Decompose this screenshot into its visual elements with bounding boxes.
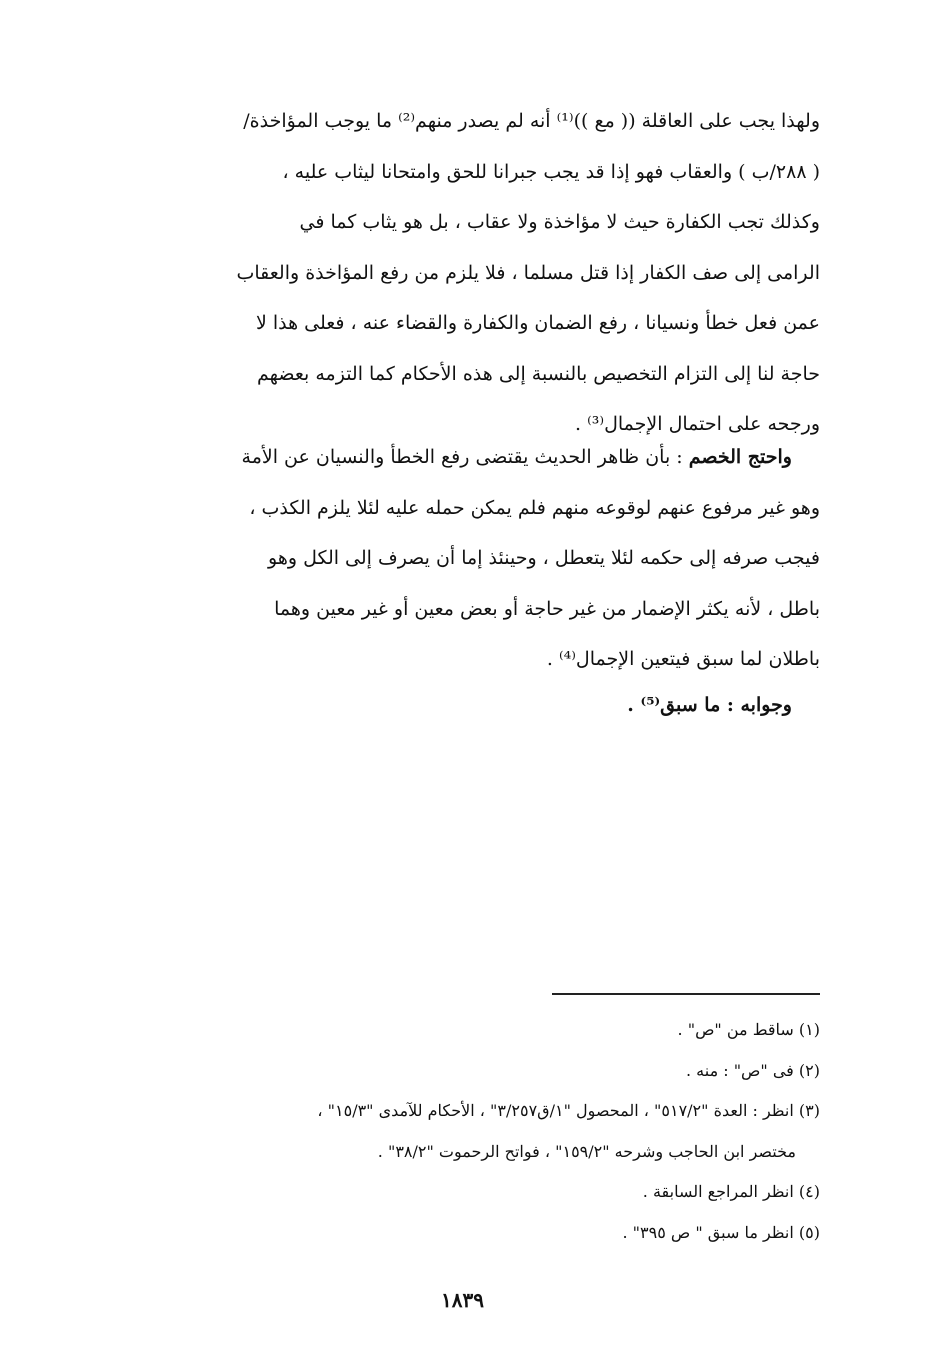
page-number: ١٨٣٩ xyxy=(441,1288,484,1312)
paragraph-1 xyxy=(108,96,820,450)
footnote: (٣) انظر : العدة "٥١٧/٢" ، المحصول "١/ق٣/٢٥٧" ، الأحكام للآمدى "١٥/٣" ، xyxy=(317,1101,820,1120)
footnote: (٢) فى "ص" : منه . xyxy=(685,1060,820,1080)
opponent-argument-heading: واحتج الخصم xyxy=(688,446,792,468)
text-line: ورجحه على احتمال الإجمال⁽³⁾ . xyxy=(575,413,820,435)
footnote: (١) ساقط من "ص" . xyxy=(677,1020,820,1039)
footnote: (٤) انظر المراجع السابقة . xyxy=(642,1182,820,1201)
text-line: ولهذا يجب على العاقلة (( مع ))⁽¹⁾ أنه لم يصدر منهم⁽²⁾ ما يوجب المؤاخذة/ xyxy=(243,110,820,132)
text-line: باطل ، لأنه يكثر الإضمار من غير حاجة أو بعض معين أو غير معين وهما xyxy=(274,597,820,620)
text-line: الرامى إلى صف الكفار إذا قتل مسلما ، فلا يلزم من رفع المؤاخذة والعقاب xyxy=(236,261,820,284)
text-line-rest: : بأن ظاهر الحديث يقتضى رفع الخطأ والنسيان عن الأمة xyxy=(241,446,689,468)
footnotes xyxy=(100,1010,820,1253)
answer-line: وجوابه : ما سبق⁽⁵⁾ . xyxy=(627,694,792,716)
text-line: وهو غير مرفوع عنهم لوقوعه منهم فلم يمكن حمله عليه لئلا يلزم الكذب ، xyxy=(249,496,820,519)
text-line: عمن فعل خطأ ونسيانا ، رفع الضمان والكفارة والقضاء عنه ، فعلى هذا لا xyxy=(255,312,820,334)
text-line: حاجة لنا إلى التزام التخصيص بالنسبة إلى هذه الأحكام كما التزمه بعضهم xyxy=(256,362,820,385)
text-line xyxy=(108,432,820,483)
footnote-continuation: مختصر ابن الحاجب وشرحه "١٥٩/٢" ، فواتح الرحموت "٣٨/٢" . xyxy=(377,1141,796,1161)
text-line: ( ٢٨٨/ب ) والعقاب فهو إذا قد يجب جبرانا للحق وامتحانا ليثاب عليه ، xyxy=(282,160,820,183)
footnote-separator xyxy=(552,993,820,995)
footnote: (٥) انظر ما سبق " ص ٣٩٥" . xyxy=(622,1222,820,1242)
text-line: باطلان لما سبق فيتعين الإجمال⁽⁴⁾ . xyxy=(546,648,820,670)
paragraph-2 xyxy=(108,432,820,685)
text-line: وكذلك تجب الكفارة حيث لا مؤاخذة ولا عقاب ، بل هو يثاب كما في xyxy=(299,211,820,233)
paragraph-3 xyxy=(108,680,820,731)
text-line: فيجب صرفه إلى حكمه لئلا يتعطل ، وحينئذ إما أن يصرف إلى الكل وهو xyxy=(268,547,820,569)
